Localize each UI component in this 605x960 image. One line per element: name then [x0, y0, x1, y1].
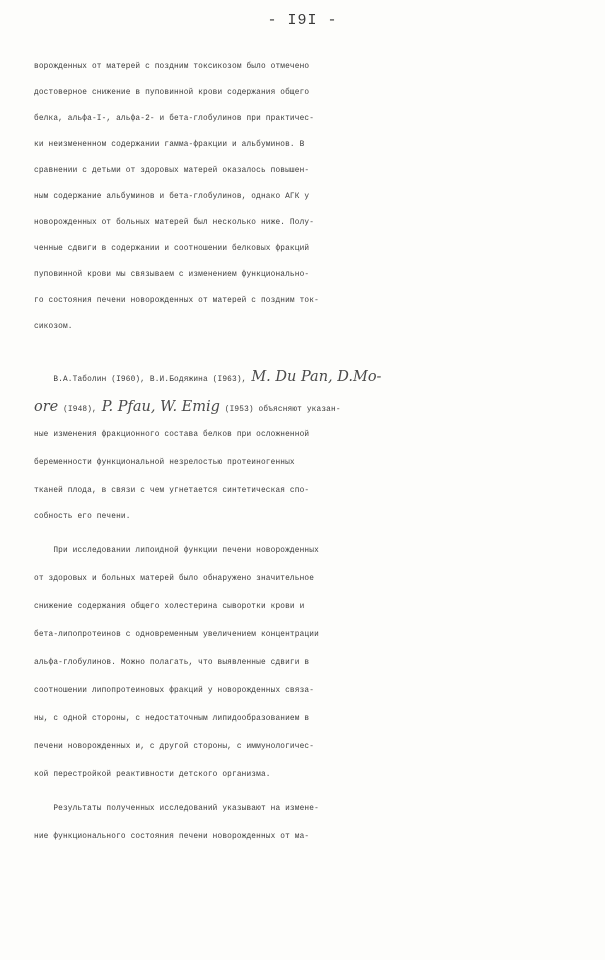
text-line: При исследовании липоидной функции печени новорожденных	[34, 547, 319, 555]
text-line: новорожденных от больных матерей был несколько ниже. Полу-	[34, 219, 315, 227]
text-line-with-handwriting	[34, 368, 605, 389]
text-line: достоверное снижение в пуповинной крови содержания общего	[34, 89, 310, 97]
text-line: ворожденных от матерей с поздним токсикозом было отмечено	[34, 63, 310, 71]
text-line: собность его печени.	[34, 513, 131, 521]
text-line: ным содержание альбуминов и бета-глобулинов, однако АГК у	[34, 193, 310, 201]
typed-text: (I953) объясняют указан-	[219, 406, 341, 414]
text-line: печени новорожденных и, с другой стороны, с иммунологичес-	[34, 743, 315, 751]
text-line: ки неизмененном содержании гамма-фракции и альбуминов. В	[34, 141, 305, 149]
text-line: от здоровых и больных матерей было обнаружено значительное	[34, 575, 315, 583]
typed-text: (I948),	[58, 406, 102, 414]
text-line: беременности функциональной незрелостью протеиногенных	[34, 459, 295, 467]
text-line: ные изменения фракционного состава белков при осложненной	[34, 431, 310, 439]
text-line: снижение содержания общего холестерина сыворотки крови и	[34, 603, 305, 611]
typed-text: В.А.Таболин (I960), В.И.Бодяжина (I963),	[34, 376, 252, 384]
handwritten-author-name: ore	[34, 399, 59, 415]
text-line: бета-липопротеинов с одновременным увеличением концентрации	[34, 631, 319, 639]
handwritten-author-names: P. Pfau, W. Emig	[101, 399, 220, 415]
text-line: белка, альфа-I-, альфа-2- и бета-глобулинов при практичес-	[34, 115, 315, 123]
text-line: Результаты полученных исследований указывают на измене-	[34, 805, 319, 813]
handwritten-author-names: M. Du Pan, D.Mo-	[251, 369, 382, 385]
text-line: ние функционального состояния печени новорожденных от ма-	[34, 833, 310, 841]
text-line: сравнении с детьми от здоровых матерей оказалось повышен-	[34, 167, 310, 175]
text-line: соотношении липопротеиновых фракций у новорожденных связа-	[34, 687, 315, 695]
text-line: ченные сдвиги в содержании и соотношении белковых фракций	[34, 245, 310, 253]
text-line: тканей плода, в связи с чем угнетается синтетическая спо-	[34, 487, 310, 495]
text-line: кой перестройкой реактивности детского организма.	[34, 771, 271, 779]
text-line: го состояния печени новорожденных от матерей с поздним ток-	[34, 297, 319, 305]
text-line: ны, с одной стороны, с недостаточным липидообразованием в	[34, 715, 310, 723]
text-line-with-handwriting	[34, 398, 605, 419]
text-line: альфа-глобулинов. Можно полагать, что выявленные сдвиги в	[34, 659, 310, 667]
text-line: сикозом.	[34, 323, 73, 331]
text-line: пуповинной крови мы связываем с изменением функционально-	[34, 271, 310, 279]
page-number: - I9I -	[267, 12, 338, 29]
